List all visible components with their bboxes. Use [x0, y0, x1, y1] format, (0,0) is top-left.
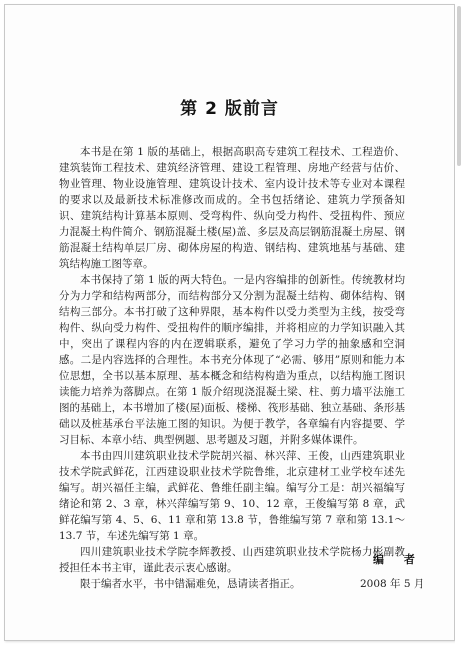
editor-signature: 编 者 — [373, 553, 423, 566]
page-title: 第 2 版前言 — [180, 99, 279, 119]
paragraph-5: 限于编者水平，书中错漏难免，恳请读者指正。 — [80, 578, 301, 590]
preface-date: 2008 年 5 月 — [360, 578, 425, 590]
paragraph-2: 本书保持了第 1 版的两大特色。一是内容编排的创新性。传统教材均分为力学和结构两部分，而结构部分又分割为混凝土结构、砌体结构、钢结构三部分。本书打破了这种界限，基本构件以受力类型为主线，按受弯构件、纵向受力构件、受扭构件的顺序编排，并将相应的力学知识融入其中，突出了课程内容的内在逻辑联系，避免了学习力学的抽象感和空洞感。二是内容选择的合理性。本书充分体现了“必需、够用”原则和能力本位思想，全书以基本原理、基本概念和结构构造为重点，以结构施工图识读能力培养为落脚点。在第 1 版介绍现浇混凝土梁、柱、剪力墙平法施工图的基础上，本书增加了楼(屋)面板、楼梯、筏形基础、独立基础、条形基础以及桩基承台平法施工图的知识。为便于教学，各章编有内容提要、学习目标、本章小结、典型例题、思考题及习题，并附多媒体课件。 — [59, 274, 405, 446]
scrollbar-thumb[interactable] — [457, 6, 461, 166]
document-page — [4, 4, 455, 641]
preface-body — [59, 144, 405, 592]
paragraph-3: 本书由四川建筑职业技术学院胡兴福、林兴萍、王俊，山西建筑职业技术学院武鲜花，江西建设职业技术学院鲁维，北京建材工业学校车述先编写。胡兴福任主编，武鲜花、鲁维任副主编。编写分工是：胡兴福编写绪论和第 2、3 章，林兴萍编写第 9、10、12 章，王俊编写第 8 章，武鲜花编写第 4、5、6、11 章和第 13.8 节，鲁维编写第 7 章和第 13.1～13.7 节，车述先编写第 1 章。 — [59, 450, 405, 542]
paragraph-1: 本书是在第 1 版的基础上，根据高职高专建筑工程技术、工程造价、建筑装饰工程技术、建筑经济管理、建设工程管理、房地产经营与估价、物业管理、物业设施管理、建筑设计技术、室内设计技术等专业对本课程的要求以及最新技术标准修改而成的。全书包括绪论、建筑力学预备知识、建筑结构计算基本原则、受弯构件、纵向受力构件、受扭构件、预应力混凝土构件简介、钢筋混凝土楼(屋)盖、多层及高层钢筋混凝土房屋、钢筋混凝土结构单层厂房、砌体房屋的构造、钢结构、建筑地基与基础、建筑结构施工图等章。 — [59, 146, 405, 270]
paragraph-4: 四川建筑职业技术学院李辉教授、山西建筑职业技术学院杨力彬副教授担任本书主审，谨此表示衷心感谢。 — [59, 546, 405, 574]
